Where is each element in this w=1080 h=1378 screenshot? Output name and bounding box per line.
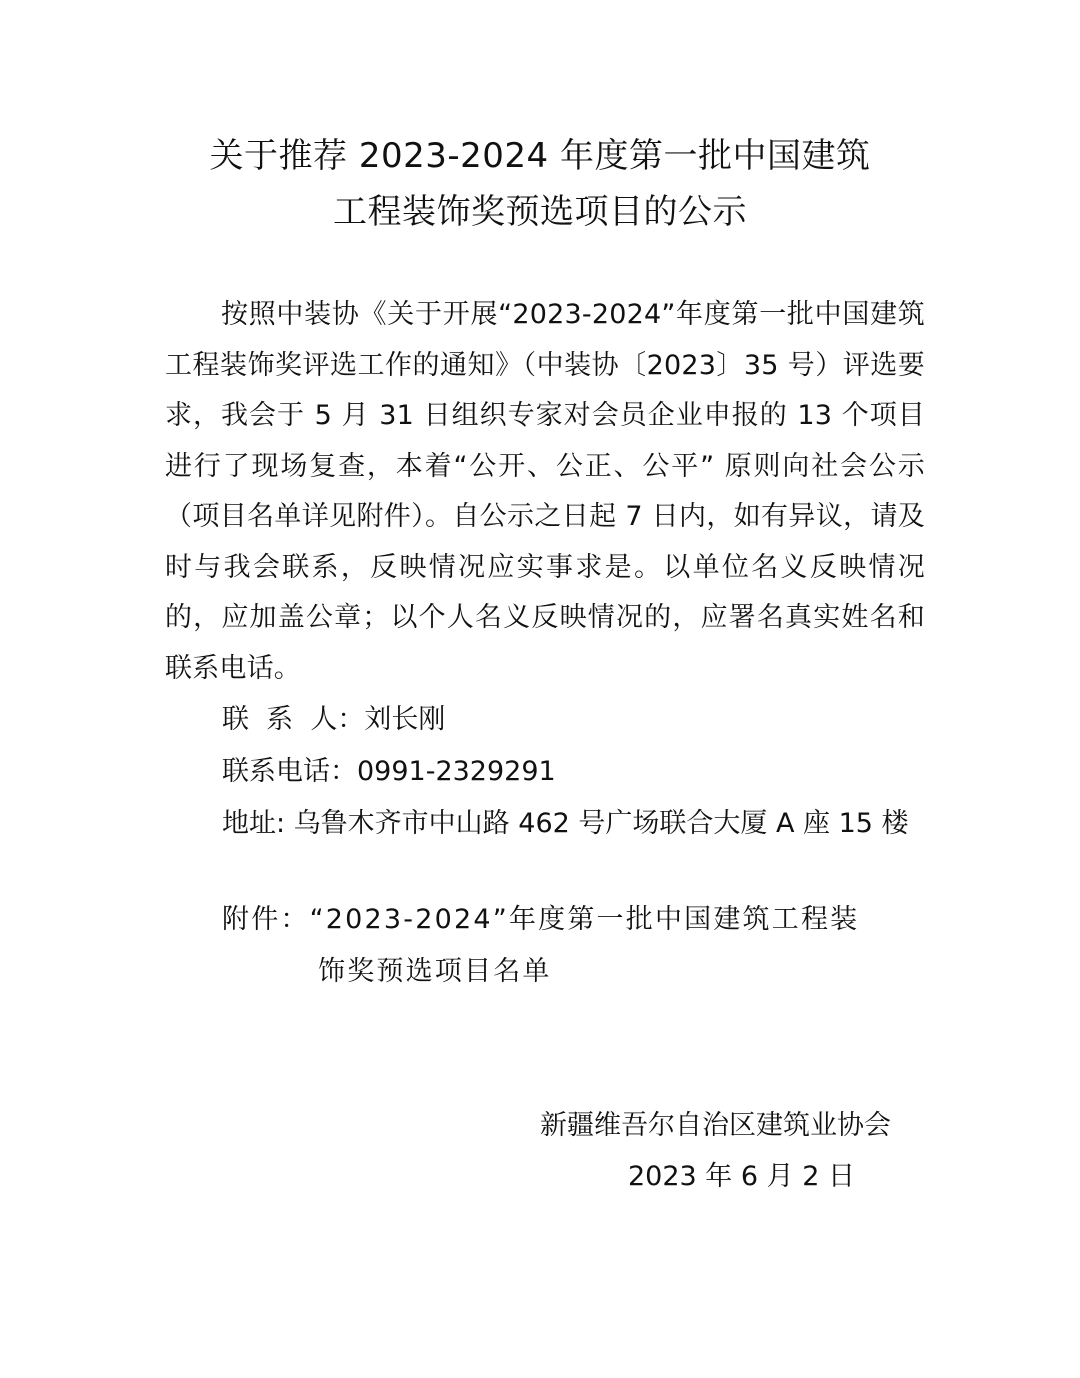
contact-person: 联 系 人：刘长刚 (222, 704, 446, 735)
attachment-line-2: 饰奖预选项目名单 (318, 956, 552, 987)
attachment-line-1: 附件：“2023-2024”年度第一批中国建筑工程装 (222, 904, 860, 935)
issuing-organization: 新疆维吾尔自治区建筑业协会 (540, 1110, 891, 1141)
contact-phone: 联系电话：0991-2329291 (222, 756, 556, 787)
document-title-line-1: 关于推荐 2023-2024 年度第一批中国建筑 (209, 136, 871, 176)
contact-address: 地址: 乌鲁木齐市中山路 462 号广场联合大厦 A 座 15 楼 (222, 808, 909, 839)
issue-date: 2023 年 6 月 2 日 (628, 1161, 855, 1192)
document-title-line-2: 工程装饰奖预选项目的公示 (333, 192, 747, 232)
body-paragraph: 按照中装协《关于开展“2023-2024”年度第一批中国建筑工程装饰奖评选工作的通知》（中装协〔2023〕35 号）评选要求，我会于 5 月 31 日组织专家对会员企业申报的 13 个项目进行了现场复查，本着“公开、公正、公平” 原则向社会公示（项目名单详见附件）。自公示之日起 7 日内，如有异议，请及时与我会联系，反映情况应实事求是。以单位名义反映情况的，应加盖公章；以个人名义反映情况的，应署名真实姓名和联系电话。 (165, 299, 925, 684)
